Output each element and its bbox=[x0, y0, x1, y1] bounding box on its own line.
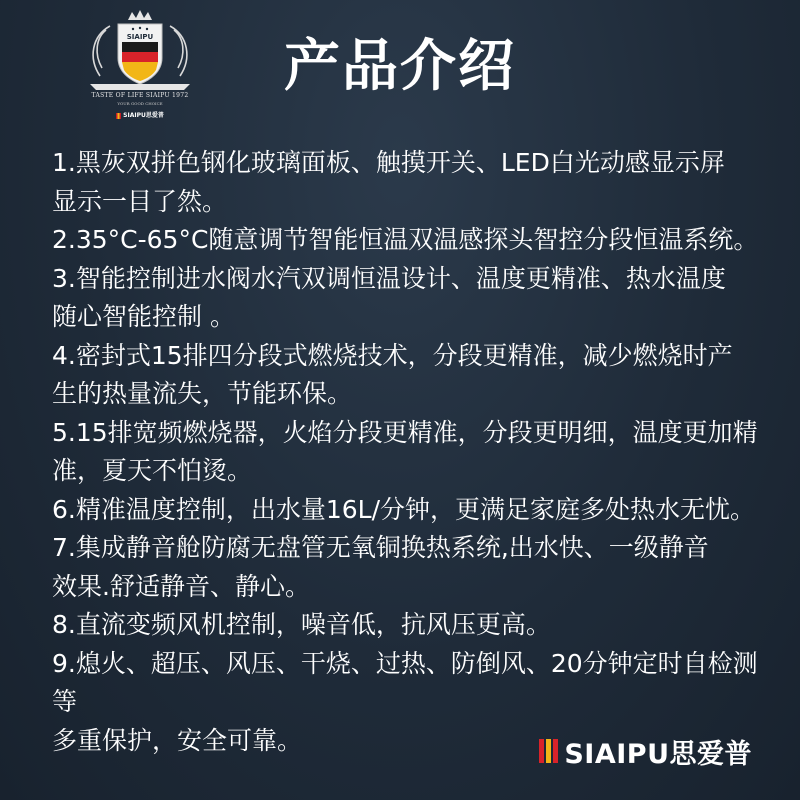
mini-brand-label bbox=[70, 110, 210, 119]
brand-flag-icon bbox=[539, 739, 558, 763]
flag-icon bbox=[116, 113, 121, 119]
footer-brand-name: SIAIPU思爱普 bbox=[564, 738, 752, 770]
footer-brand-logo bbox=[539, 734, 752, 768]
brand-submotto: YOUR GOOD CHOICE bbox=[117, 101, 163, 106]
page-title: 产品介绍 bbox=[284, 34, 516, 99]
feature-item: 5.15排宽频燃烧器，火焰分段更精准，分段更明细，温度更加精 准，夏天不怕烫。 bbox=[52, 417, 758, 485]
crest-brand-text: SIAIPU bbox=[126, 33, 154, 41]
mini-brand-text: SIAIPU思爱普 bbox=[123, 112, 164, 119]
product-feature-list bbox=[52, 144, 782, 760]
feature-item: 3.智能控制进水阀水汽双调恒温设计、温度更精准、热水温度 随心智能控制 。 bbox=[52, 263, 726, 331]
feature-item: 9.熄火、超压、风压、干烧、过热、防倒风、20分钟定时自检测等 多重保护，安全可靠。 bbox=[52, 648, 758, 755]
feature-item: 1.黑灰双拼色钢化玻璃面板、触摸开关、LED白光动感显示屏 显示一目了然。 bbox=[52, 148, 725, 216]
feature-item: 4.密封式15排四分段式燃烧技术，分段更精准，减少燃烧时产 生的热量流失，节能环保。 bbox=[52, 340, 733, 408]
feature-item: 7.集成静音舱防腐无盘管无氧铜换热系统,出水快、一级静音 效果.舒适静音、静心。 bbox=[52, 533, 709, 601]
feature-item: 6.精准温度控制，出水量16L/分钟，更满足家庭多处热水无忧。 bbox=[52, 494, 756, 524]
feature-item: 2.35°C-65°C随意调节智能恒温双温感探头智控分段恒温系统。 bbox=[52, 225, 759, 254]
feature-item: 8.直流变频风机控制，噪音低，抗风压更高。 bbox=[52, 610, 551, 639]
brand-motto: TASTE OF LIFE SIAIPU 1972 bbox=[91, 92, 189, 99]
